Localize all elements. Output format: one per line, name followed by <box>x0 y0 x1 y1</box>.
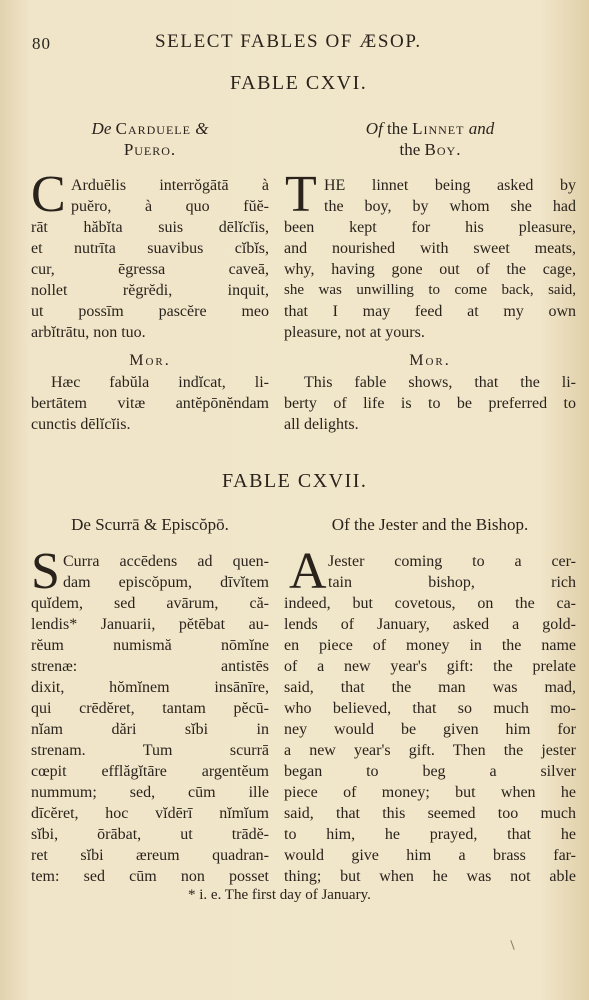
fable-117-english-text <box>284 543 576 887</box>
footnote: * i. e. The first day of January. <box>188 887 371 903</box>
text-line: arbĭtrātu, non tuo. <box>31 324 146 341</box>
text-line: said, that the man was mad, <box>284 679 576 696</box>
fable-117-latin-heading-wrap <box>31 514 269 535</box>
text-line: indeed, but covetous, on the ca- <box>284 595 576 612</box>
text-line: cœpit efflăgĭtāre argentĕum <box>31 763 269 780</box>
fable-116-latin-column <box>31 118 269 160</box>
text-line: dīcĕret, hoc vĭdērī nĭmĭum <box>31 805 269 822</box>
fable-116-latin-dropcap: C <box>31 166 66 223</box>
fable-117-latin-text <box>31 543 269 887</box>
text-line: tain bishop, rich <box>328 574 576 591</box>
text-line: Curra accēdens ad quen- <box>63 553 269 570</box>
fable-116-english-text <box>284 166 576 343</box>
text-line: that I may feed at my own <box>284 303 576 320</box>
text-line: of a new year's gift: the prelate <box>284 658 576 675</box>
moral-label: Mor. <box>129 352 171 369</box>
text-line: cur, ēgressa caveā, <box>31 261 269 278</box>
text-line: nummum; sed, cūm ille <box>31 784 269 801</box>
text-line: sĭbi, ōrābat, ut trādĕ- <box>31 826 269 843</box>
text-line: dixit, hŏmĭnem insānīre, <box>31 679 269 696</box>
fable-116-latin-heading-2: Puero. <box>123 140 177 159</box>
fable-116-english-moral <box>284 350 576 435</box>
text-line: dam episcŏpum, dīvĭtem <box>63 574 269 591</box>
fable-116-latin-moral <box>31 350 269 435</box>
fable-117-english-heading: Of the Jester and the Bishop. <box>331 515 529 534</box>
text-line: and nourished with sweet meats, <box>284 240 576 257</box>
text-line: lends of January, asked a gold- <box>284 616 576 633</box>
text-line: This fable shows, that the li- <box>304 374 576 391</box>
text-line: et nutrīta suavibus cĭbĭs, <box>31 240 269 257</box>
text-line: who believed, that so much mo- <box>284 700 576 717</box>
text-line: thing; but when he was not able <box>284 868 576 885</box>
text-line: lendis* Januarii, pĕtēbat au- <box>31 616 269 633</box>
fable-116-english-heading <box>284 118 576 160</box>
text-line: nĭam dări sĭbi in <box>31 721 269 738</box>
fable-117-latin-heading: De Scurrā & Episcŏpō. <box>71 515 229 534</box>
text-line: all delights. <box>284 416 359 433</box>
text-line: berty of life is to be preferred to <box>284 395 576 412</box>
text-line: pleasure, not at yours. <box>284 324 425 341</box>
fable-117-english-dropcap: A <box>289 543 327 600</box>
text-line: Arduēlis interrŏgātā à <box>71 177 269 194</box>
fable-117-english-heading-wrap <box>284 514 576 535</box>
moral-label: Mor. <box>409 352 451 369</box>
text-line: rĕum numismă nōmĭne <box>31 637 269 654</box>
running-title: SELECT FABLES OF ÆSOP. <box>155 31 422 52</box>
text-line: she was unwilling to come back, said, <box>284 282 576 298</box>
text-line: en piece of money in the name <box>284 637 576 654</box>
text-line: strenæ: antistēs <box>31 658 269 675</box>
text-line: ut possīm pascĕre meo <box>31 303 269 320</box>
text-line: nollet rĕgrĕdi, inquit, <box>31 282 269 299</box>
text-line: why, having gone out of the cage, <box>284 261 576 278</box>
text-line: tem: sed cūm non posset <box>31 868 269 885</box>
text-line: Jester coming to a cer- <box>328 553 576 570</box>
text-line: puĕro, à quo fŭĕ- <box>71 198 269 215</box>
text-line: would give him a brass far- <box>284 847 576 864</box>
text-line: piece of money; but when he <box>284 784 576 801</box>
fable-117-title: FABLE CXVII. <box>222 470 368 492</box>
text-line: strenam. Tum scurrā <box>31 742 269 759</box>
fable-116-title: FABLE CXVI. <box>230 72 368 94</box>
fable-116-latin-text <box>31 166 269 343</box>
page-number: 80 <box>32 34 51 53</box>
fable-116-latin-heading-1: De Carduele & <box>91 119 209 138</box>
text-line: ney would be given him for <box>284 721 576 738</box>
text-line: ret sĭbi æreum quadran- <box>31 847 269 864</box>
text-line: qui crēdĕret, tantam pĕcū- <box>31 700 269 717</box>
text-line: rāt hăbĭta suis dēlĭcĭis, <box>31 219 269 236</box>
text-line: bertātem vitæ antĕpōnĕndam <box>31 395 269 412</box>
fable-116-english-heading-1: Of the Linnet and <box>365 119 495 138</box>
text-line: said, that this seemed too much <box>284 805 576 822</box>
fable-116-english-dropcap: T <box>285 166 317 223</box>
text-line: a new year's gift. Then the jester <box>284 742 576 759</box>
text-line: Hæc fabŭla indĭcat, li- <box>51 374 269 391</box>
text-line: quĭdem, sed avārum, că- <box>31 595 269 612</box>
text-line: to him, he prayed, that he <box>284 826 576 843</box>
text-line: been kept for his pleasure, <box>284 219 576 236</box>
fable-117-latin-dropcap: S <box>31 543 60 600</box>
text-line: cunctis dēlĭcĭis. <box>31 416 131 433</box>
text-line: the boy, by whom she had <box>324 198 576 215</box>
text-line: HE linnet being asked by <box>324 177 576 194</box>
text-line: began to beg a silver <box>284 763 576 780</box>
fable-116-english-heading-2: the Boy. <box>399 140 461 159</box>
